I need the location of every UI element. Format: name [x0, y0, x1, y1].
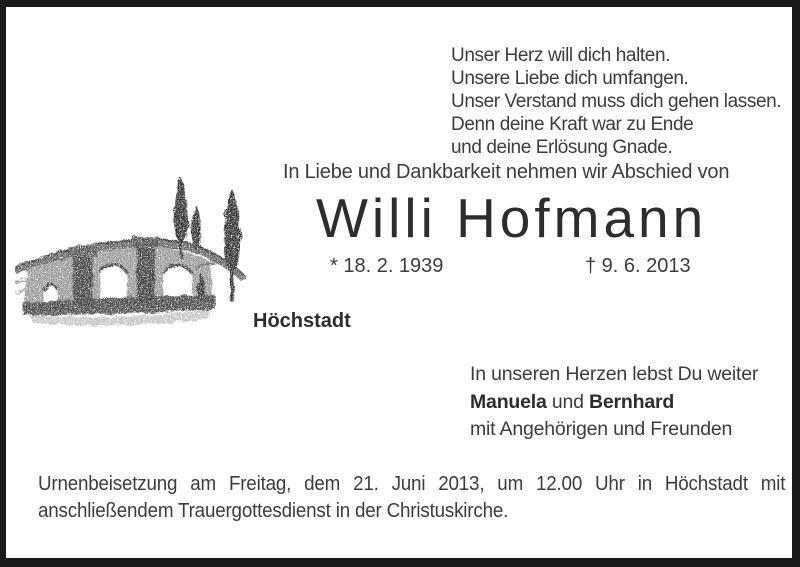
farewell-intro-line: In Liebe und Dankbarkeit nehmen wir Abschied von	[283, 161, 730, 183]
memorial-poem	[451, 44, 781, 159]
frame-border-bottom	[0, 558, 800, 567]
poem-line: und deine Erlösung Gnade.	[451, 137, 673, 158]
mourners-conjunction: und	[551, 390, 584, 413]
mourner-name-1: Manuela	[470, 390, 547, 413]
mourners-block	[470, 361, 758, 444]
frame-border-top	[0, 0, 800, 7]
bridge-cypress-artwork	[15, 163, 250, 348]
mourners-names-line	[470, 389, 758, 417]
mourners-line-3: mit Angehörigen und Freunden	[470, 418, 733, 440]
poem-line: Denn deine Kraft war zu Ende	[451, 114, 694, 135]
poem-line: Unser Herz will dich halten.	[451, 45, 670, 66]
frame-border-right	[792, 0, 800, 567]
birth-date: * 18. 2. 1939	[330, 255, 444, 277]
mourners-line-1: In unseren Herzen lebst Du weiter	[470, 363, 759, 385]
place-label: Höchstadt	[253, 310, 351, 332]
funeral-line-2: anschließendem Trauergottesdienst in der Christuskirche.	[38, 500, 509, 522]
frame-border-left	[0, 0, 6, 567]
death-date: † 9. 6. 2013	[585, 255, 691, 277]
deceased-name: Willi Hofmann	[316, 187, 708, 249]
mourner-name-2: Bernhard	[589, 390, 675, 413]
poem-line: Unser Verstand muss dich gehen lassen.	[451, 91, 782, 112]
funeral-announcement	[38, 471, 785, 525]
funeral-line-1: Urnenbeisetzung am Freitag, dem 21. Juni 2013, um 12.00 Uhr in Höchstadt mit	[38, 473, 786, 495]
poem-line: Unsere Liebe dich umfangen.	[451, 68, 689, 89]
